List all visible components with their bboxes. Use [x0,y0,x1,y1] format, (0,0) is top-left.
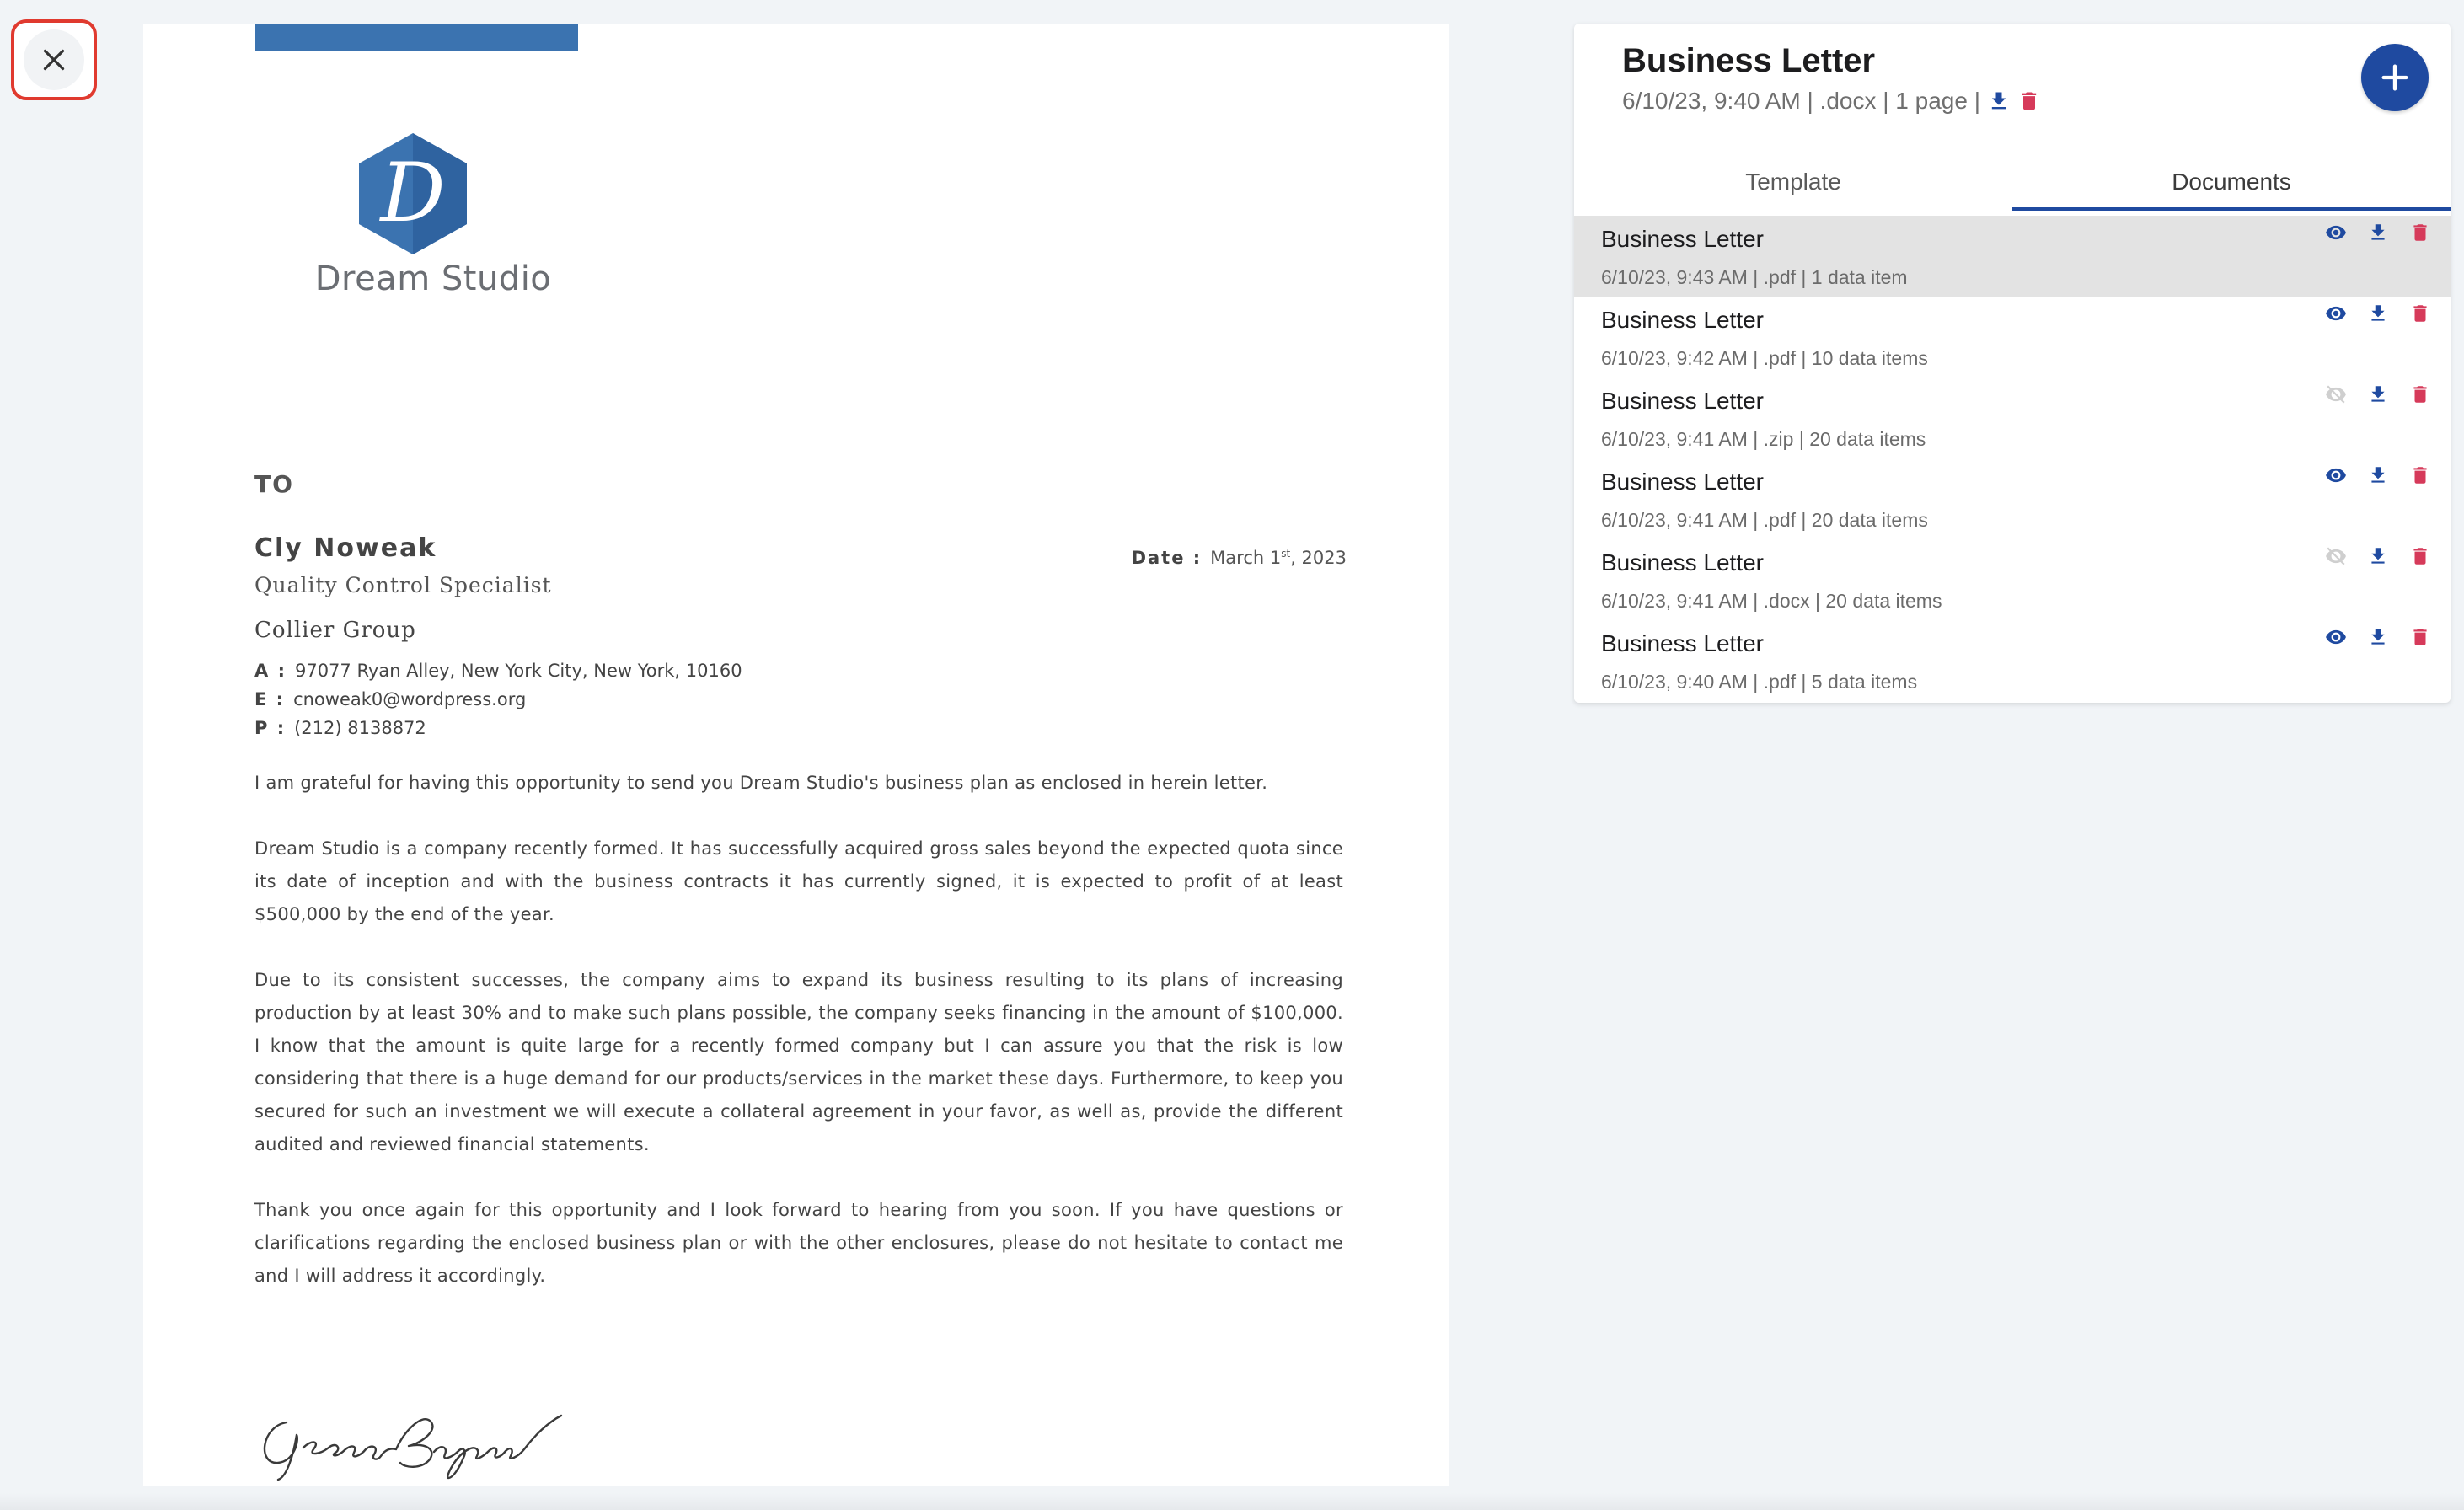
download-icon[interactable] [2363,219,2393,246]
document-name: Business Letter [1601,469,1764,495]
download-icon[interactable] [2363,381,2393,408]
letter-date: Date : March 1st, 2023 [1131,548,1347,568]
letter-paragraph: Dream Studio is a company recently formed. It has successfully acquired gross sales beyond the expected quota since its date of inception and with the business contracts it has currently signed, it is expected to profit of at least $500,000 by the end of the year. [254,838,1343,924]
trash-icon[interactable] [2405,300,2435,327]
tab-template[interactable]: Template [1745,169,1841,195]
documents-list [1574,216,2451,701]
document-row[interactable] [1574,539,2451,620]
document-name: Business Letter [1601,630,1764,656]
eye-icon[interactable] [2321,300,2351,327]
document-meta: 6/10/23, 9:41 AM | .docx | 20 data items [1601,590,1942,612]
document-meta: 6/10/23, 9:40 AM | .pdf | 5 data items [1601,671,1918,693]
close-icon [24,29,84,90]
trash-icon[interactable] [2405,624,2435,651]
eye-off-icon [2321,381,2351,408]
document-name: Business Letter [1601,549,1764,576]
download-icon[interactable] [2363,543,2393,570]
documents-panel [1574,24,2451,703]
recipient-phone: P : (212) 8138872 [254,718,426,738]
eye-icon[interactable] [2321,462,2351,489]
tab-documents[interactable]: Documents [2012,158,2451,211]
document-row[interactable] [1574,216,2451,297]
svg-text:D: D [380,146,446,240]
panel-tabs [1574,158,2451,211]
document-actions [2321,543,2435,570]
document-row[interactable] [1574,458,2451,539]
letter-paragraph: Due to its consistent successes, the company aims to expand its business resulting to its plans of increasing production by at least 30% and to make such plans possible, the company seeks financing in the amount of $100,000. I know that the amount is quite large for a recently formed company but I can assure you that the risk is low considering that there is a huge demand for our products/services in the market these days. Furthermore, to keep you secured for such an investment we will execute a collateral agreement in your favor, as well as, provide the different audited and reviewed financial statements. [254,970,1343,1154]
trash-icon[interactable] [2405,543,2435,570]
document-actions [2321,219,2435,246]
document-name: Business Letter [1601,388,1764,414]
recipient-email: E : cnoweak0@wordpress.org [254,689,527,709]
recipient-title: Quality Control Specialist [254,573,552,597]
letter-paragraph: Thank you once again for this opportunity and I look forward to hearing from you soon. If you have questions or clarifications regarding the enclosed business plan or with the other enclosures, please do not hesitate to contact me and I will address it accordingly. [254,1200,1343,1286]
eye-off-icon [2321,543,2351,570]
eye-icon[interactable] [2321,624,2351,651]
document-row[interactable] [1574,378,2451,458]
download-icon[interactable] [2363,300,2393,327]
template-meta-text: 6/10/23, 9:40 AM | .docx | 1 page | [1622,88,1980,114]
close-button[interactable] [11,19,97,100]
document-meta: 6/10/23, 9:43 AM | .pdf | 1 data item [1601,266,1908,288]
template-meta [1622,88,2041,115]
signature [253,1397,590,1481]
document-actions [2321,381,2435,408]
trash-icon[interactable] [2405,462,2435,489]
add-document-button[interactable] [2361,44,2429,111]
document-name: Business Letter [1601,226,1764,252]
document-actions [2321,300,2435,327]
eye-icon[interactable] [2321,219,2351,246]
logo-text: Dream Studio [314,260,552,298]
document-name: Business Letter [1601,307,1764,333]
panel-title: Business Letter [1622,42,1876,79]
trash-icon[interactable] [2405,219,2435,246]
document-actions [2321,624,2435,651]
download-icon[interactable] [1987,88,2011,114]
document-row[interactable] [1574,620,2451,701]
document-preview [143,24,1449,1486]
header-bar [255,24,578,51]
document-actions [2321,462,2435,489]
plus-icon [2378,61,2412,94]
document-row[interactable] [1574,297,2451,378]
recipient-company: Collier Group [254,618,416,643]
document-meta: 6/10/23, 9:41 AM | .zip | 20 data items [1601,428,1926,450]
bottom-edge [0,1493,2464,1510]
recipient-name: Cly Noweak [254,533,437,563]
letter-paragraph: I am grateful for having this opportunity to send you Dream Studio's business plan as enclosed in herein letter. [254,773,1268,793]
download-icon[interactable] [2363,462,2393,489]
document-meta: 6/10/23, 9:41 AM | .pdf | 20 data items [1601,509,1928,531]
download-icon[interactable] [2363,624,2393,651]
recipient-address: A : 97077 Ryan Alley, New York City, New York, 10160 [254,661,742,681]
logo-icon [359,133,467,254]
trash-icon[interactable] [2017,88,2041,114]
to-label: TO [254,470,294,498]
trash-icon[interactable] [2405,381,2435,408]
document-meta: 6/10/23, 9:42 AM | .pdf | 10 data items [1601,347,1928,369]
